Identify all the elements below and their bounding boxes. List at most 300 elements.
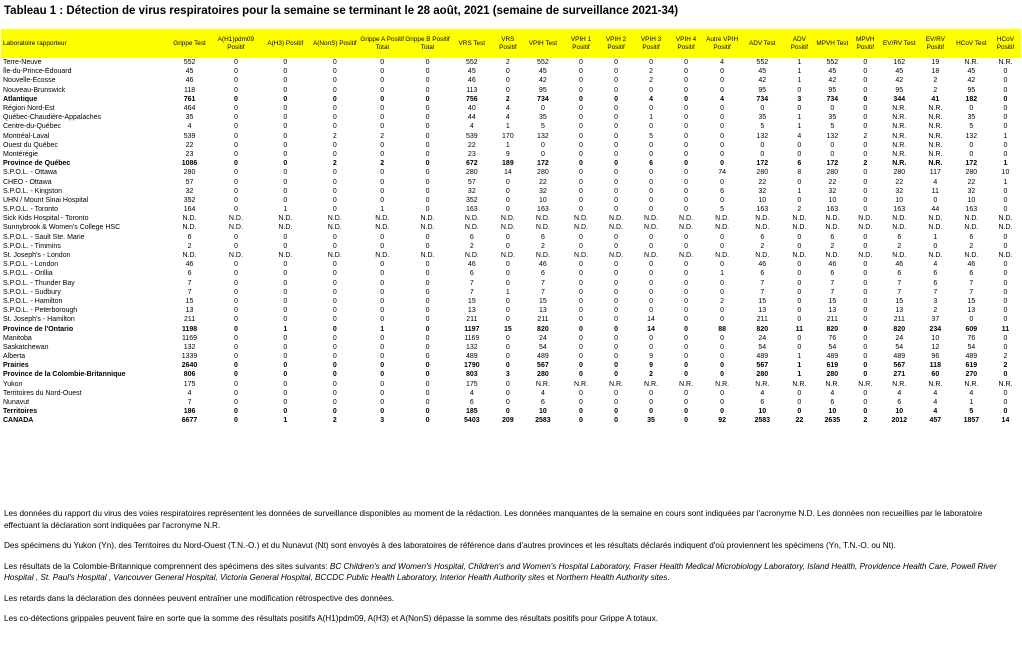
value-cell: 76 bbox=[967, 334, 976, 342]
value-cell: N.D. bbox=[609, 215, 624, 223]
column-header: VPIH 2 Positif bbox=[599, 29, 634, 58]
table-row bbox=[1, 352, 1021, 361]
value-cell: 209 bbox=[502, 417, 514, 425]
value-cell: 0 bbox=[579, 169, 583, 177]
value-cell: 2 bbox=[332, 160, 337, 168]
value-cell: 2 bbox=[380, 132, 385, 140]
value-cell: N.D. bbox=[228, 215, 243, 223]
value-cell: 163 bbox=[965, 206, 978, 214]
value-cell: 2 bbox=[933, 86, 938, 94]
value-cell: N.D. bbox=[644, 252, 659, 260]
value-cell: 10 bbox=[895, 196, 904, 204]
value-cell: 1339 bbox=[181, 353, 198, 361]
table-row bbox=[1, 104, 1021, 113]
value-cell: 0 bbox=[797, 307, 802, 315]
value-cell: 22 bbox=[895, 178, 904, 186]
value-cell: 0 bbox=[797, 297, 802, 305]
value-cell: N.R. bbox=[644, 380, 659, 388]
value-cell: 0 bbox=[233, 242, 238, 250]
value-cell: 7 bbox=[187, 288, 192, 296]
value-cell: 0 bbox=[684, 343, 688, 351]
value-cell: 2 bbox=[332, 417, 337, 425]
value-cell: 619 bbox=[826, 362, 839, 370]
value-cell: 0 bbox=[505, 270, 510, 278]
value-cell: N.D. bbox=[182, 252, 197, 260]
virus-detection-table bbox=[1, 29, 1021, 426]
value-cell: 1857 bbox=[963, 417, 980, 425]
value-cell: N.D. bbox=[715, 252, 730, 260]
value-cell: 5 bbox=[649, 132, 653, 140]
value-cell: 5 bbox=[969, 408, 974, 416]
value-cell: 1 bbox=[797, 362, 802, 370]
value-cell: 0 bbox=[614, 261, 618, 269]
value-cell: 0 bbox=[332, 196, 337, 204]
value-cell: 0 bbox=[380, 288, 385, 296]
value-cell: 0 bbox=[863, 307, 868, 315]
value-cell: 0 bbox=[380, 242, 385, 250]
value-cell: 0 bbox=[579, 297, 583, 305]
value-cell: 0 bbox=[579, 187, 583, 195]
value-cell: 0 bbox=[332, 270, 337, 278]
value-cell: 0 bbox=[425, 105, 430, 113]
value-cell: 0 bbox=[233, 95, 238, 103]
value-cell: 0 bbox=[720, 343, 725, 351]
value-cell: 0 bbox=[233, 408, 238, 416]
value-cell: N.D. bbox=[644, 215, 659, 223]
value-cell: 13 bbox=[185, 307, 194, 315]
value-cell: 0 bbox=[283, 169, 288, 177]
lab-name-cell: Saskatchewan bbox=[3, 343, 49, 351]
value-cell: 0 bbox=[614, 399, 618, 407]
value-cell: 3 bbox=[380, 417, 385, 425]
value-cell: 7 bbox=[760, 279, 765, 287]
value-cell: 0 bbox=[425, 68, 430, 76]
value-cell: 42 bbox=[539, 77, 547, 85]
value-cell: 0 bbox=[1003, 242, 1008, 250]
value-cell: 271 bbox=[893, 371, 906, 379]
value-cell: 0 bbox=[332, 178, 337, 186]
value-cell: 0 bbox=[863, 169, 868, 177]
value-cell: 5 bbox=[969, 123, 974, 131]
value-cell: 0 bbox=[380, 362, 385, 370]
column-header: VRS Positif bbox=[493, 29, 522, 58]
value-cell: 280 bbox=[756, 169, 769, 177]
lab-name-cell: S.P.O.L. - Sudbury bbox=[3, 288, 61, 296]
value-cell: 0 bbox=[380, 343, 385, 351]
value-cell: 182 bbox=[965, 95, 978, 103]
value-cell: 0 bbox=[797, 316, 802, 324]
value-cell: 0 bbox=[505, 362, 510, 370]
value-cell: 0 bbox=[425, 59, 430, 67]
value-cell: 0 bbox=[380, 297, 385, 305]
value-cell: N.R. bbox=[928, 160, 943, 168]
lab-name-cell: Territoires du Nord-Ouest bbox=[3, 389, 82, 397]
value-cell: 0 bbox=[863, 353, 868, 361]
value-cell: 35 bbox=[967, 114, 976, 122]
value-cell: 45 bbox=[895, 68, 904, 76]
value-cell: 42 bbox=[758, 77, 767, 85]
value-cell: 0 bbox=[614, 288, 618, 296]
value-cell: 11 bbox=[795, 325, 804, 333]
value-cell: 13 bbox=[467, 307, 476, 315]
value-cell: N.D. bbox=[928, 252, 943, 260]
value-cell: 2 bbox=[380, 160, 385, 168]
value-cell: 24 bbox=[539, 334, 547, 342]
lab-name-cell: Ouest du Québec bbox=[3, 141, 58, 149]
value-cell: 10 bbox=[539, 408, 547, 416]
value-cell: 0 bbox=[863, 114, 868, 122]
value-cell: 0 bbox=[720, 362, 725, 370]
value-cell: 0 bbox=[332, 362, 337, 370]
value-cell: 0 bbox=[233, 325, 238, 333]
value-cell: 0 bbox=[380, 187, 385, 195]
value-cell: 0 bbox=[797, 86, 802, 94]
value-cell: 0 bbox=[1003, 343, 1008, 351]
value-cell: 0 bbox=[332, 187, 337, 195]
value-cell: 46 bbox=[895, 261, 904, 269]
value-cell: N.D. bbox=[998, 224, 1013, 232]
value-cell: N.D. bbox=[500, 224, 515, 232]
value-cell: N.D. bbox=[375, 215, 390, 223]
value-cell: 0 bbox=[579, 399, 583, 407]
value-cell: 0 bbox=[425, 233, 430, 241]
value-cell: N.R. bbox=[964, 380, 979, 388]
value-cell: 2635 bbox=[824, 417, 841, 425]
value-cell: 0 bbox=[380, 59, 385, 67]
value-cell: N.D. bbox=[679, 252, 694, 260]
value-cell: 54 bbox=[828, 343, 837, 351]
value-cell: N.R. bbox=[928, 141, 943, 149]
value-cell: 539 bbox=[465, 132, 478, 140]
value-cell: 23 bbox=[185, 150, 194, 158]
value-cell: 0 bbox=[380, 178, 385, 186]
value-cell: 6 bbox=[933, 270, 938, 278]
note-bc-last-site: Northern Health Authority sites bbox=[556, 573, 668, 582]
value-cell: 0 bbox=[233, 261, 238, 269]
value-cell: 0 bbox=[863, 399, 868, 407]
value-cell: 0 bbox=[283, 380, 288, 388]
value-cell: N.D. bbox=[609, 224, 624, 232]
value-cell: N.D. bbox=[792, 252, 807, 260]
value-cell: 2 bbox=[1003, 353, 1008, 361]
value-cell: 6 bbox=[897, 233, 902, 241]
lab-name-cell: St. Joseph's - London bbox=[3, 252, 71, 260]
value-cell: 0 bbox=[649, 150, 653, 158]
value-cell: 0 bbox=[283, 353, 288, 361]
value-cell: 15 bbox=[503, 325, 512, 333]
value-cell: 0 bbox=[684, 68, 688, 76]
value-cell: 22 bbox=[539, 178, 547, 186]
value-cell: 32 bbox=[895, 187, 904, 195]
table-subtotal-row bbox=[1, 324, 1021, 333]
column-header: Laboratoire rapporteur bbox=[1, 29, 168, 58]
value-cell: 6 bbox=[760, 233, 765, 241]
value-cell: 0 bbox=[332, 371, 337, 379]
value-cell: 0 bbox=[684, 59, 688, 67]
note-bc-end: . bbox=[667, 573, 670, 582]
lab-name-cell: UHN / Mount Sinai Hospital bbox=[3, 196, 89, 204]
value-cell: 0 bbox=[283, 279, 288, 287]
column-header: EV/RV Test bbox=[881, 29, 918, 58]
value-cell: 5 bbox=[830, 123, 835, 131]
value-cell: N.D. bbox=[998, 215, 1013, 223]
value-cell: 0 bbox=[614, 334, 618, 342]
value-cell: 12 bbox=[931, 343, 940, 351]
value-cell: 0 bbox=[505, 389, 510, 397]
value-cell: 1 bbox=[1003, 160, 1008, 168]
lab-name-cell: S.P.O.L. - Orillia bbox=[3, 270, 53, 278]
value-cell: 45 bbox=[758, 68, 767, 76]
value-cell: 0 bbox=[425, 242, 430, 250]
value-cell: 60 bbox=[931, 371, 940, 379]
value-cell: 0 bbox=[863, 297, 868, 305]
value-cell: N.D. bbox=[574, 215, 588, 223]
value-cell: 211 bbox=[826, 316, 838, 324]
value-cell: 132 bbox=[826, 132, 839, 140]
value-cell: 185 bbox=[465, 408, 478, 416]
value-cell: 10 bbox=[539, 196, 547, 204]
value-cell: 0 bbox=[332, 325, 337, 333]
value-cell: 6 bbox=[469, 233, 474, 241]
value-cell: 0 bbox=[283, 399, 288, 407]
value-cell: 0 bbox=[283, 86, 288, 94]
value-cell: 0 bbox=[830, 105, 835, 113]
value-cell: 734 bbox=[826, 95, 839, 103]
value-cell: 4 bbox=[540, 389, 545, 397]
value-cell: 0 bbox=[233, 343, 238, 351]
table-subtotal-row bbox=[1, 416, 1021, 425]
lab-name-cell: Sunnybrook & Women's College HSC bbox=[3, 224, 121, 232]
value-cell: 7 bbox=[187, 399, 192, 407]
value-cell: 0 bbox=[684, 307, 688, 315]
value-cell: 42 bbox=[967, 77, 976, 85]
value-cell: 489 bbox=[965, 353, 978, 361]
value-cell: 619 bbox=[965, 362, 978, 370]
value-cell: 0 bbox=[283, 150, 288, 158]
value-cell: 0 bbox=[1003, 196, 1008, 204]
value-cell: 0 bbox=[425, 196, 430, 204]
value-cell: 4 bbox=[933, 408, 938, 416]
value-cell: 0 bbox=[579, 408, 583, 416]
value-cell: 2 bbox=[830, 242, 835, 250]
value-cell: 0 bbox=[1003, 307, 1008, 315]
value-cell: 4 bbox=[187, 389, 192, 397]
value-cell: 0 bbox=[380, 196, 385, 204]
value-cell: 234 bbox=[929, 325, 942, 333]
value-cell: 489 bbox=[893, 353, 906, 361]
value-cell: 7 bbox=[830, 279, 835, 287]
value-cell: 0 bbox=[863, 325, 868, 333]
value-cell: 6 bbox=[187, 233, 192, 241]
value-cell: N.D. bbox=[755, 215, 770, 223]
value-cell: 0 bbox=[684, 270, 688, 278]
value-cell: 803 bbox=[465, 371, 478, 379]
value-cell: 0 bbox=[649, 169, 653, 177]
value-cell: 0 bbox=[649, 343, 653, 351]
value-cell: 1 bbox=[380, 325, 385, 333]
value-cell: 113 bbox=[466, 86, 478, 94]
value-cell: 0 bbox=[1003, 68, 1008, 76]
value-cell: 0 bbox=[863, 288, 868, 296]
value-cell: 0 bbox=[425, 132, 430, 140]
value-cell: 7 bbox=[933, 288, 938, 296]
value-cell: 0 bbox=[720, 316, 725, 324]
value-cell: 0 bbox=[684, 233, 688, 241]
value-cell: 0 bbox=[425, 389, 430, 397]
value-cell: 95 bbox=[967, 86, 976, 94]
value-cell: 0 bbox=[425, 316, 430, 324]
value-cell: 280 bbox=[826, 169, 839, 177]
value-cell: 734 bbox=[756, 95, 769, 103]
value-cell: 211 bbox=[756, 316, 768, 324]
value-cell: 0 bbox=[720, 279, 725, 287]
value-cell: 0 bbox=[1003, 288, 1008, 296]
value-cell: 0 bbox=[684, 105, 688, 113]
value-cell: 211 bbox=[183, 316, 196, 324]
value-cell: 22 bbox=[967, 178, 976, 186]
value-cell: N.D. bbox=[327, 224, 342, 232]
note-bc-sites bbox=[4, 561, 1018, 584]
value-cell: N.D. bbox=[755, 224, 770, 232]
value-cell: 0 bbox=[863, 371, 868, 379]
value-cell: 15 bbox=[758, 297, 767, 305]
value-cell: 609 bbox=[965, 325, 978, 333]
value-cell: 95 bbox=[539, 86, 547, 94]
value-cell: 0 bbox=[579, 334, 583, 342]
value-cell: 74 bbox=[718, 169, 726, 177]
value-cell: 0 bbox=[797, 408, 802, 416]
table-row bbox=[1, 398, 1021, 407]
value-cell: 0 bbox=[579, 362, 583, 370]
value-cell: 1 bbox=[1003, 178, 1008, 186]
value-cell: 0 bbox=[233, 399, 238, 407]
value-cell: 0 bbox=[505, 86, 510, 94]
value-cell: 0 bbox=[505, 380, 510, 388]
value-cell: 0 bbox=[233, 132, 238, 140]
value-cell: 0 bbox=[233, 114, 238, 122]
lab-name-cell: Île-du-Prince-Édouard bbox=[3, 68, 72, 76]
value-cell: 0 bbox=[684, 160, 688, 168]
value-cell: 13 bbox=[758, 307, 767, 315]
value-cell: 0 bbox=[283, 316, 288, 324]
value-cell: 6 bbox=[720, 187, 725, 195]
value-cell: N.D. bbox=[228, 224, 243, 232]
value-cell: 0 bbox=[332, 169, 337, 177]
value-cell: 15 bbox=[467, 297, 476, 305]
value-cell: 0 bbox=[505, 196, 510, 204]
value-cell: 2583 bbox=[535, 417, 551, 425]
value-cell: 0 bbox=[283, 334, 288, 342]
value-cell: 0 bbox=[332, 279, 337, 287]
value-cell: 32 bbox=[539, 187, 547, 195]
value-cell: 4 bbox=[469, 123, 474, 131]
value-cell: 1 bbox=[797, 59, 802, 67]
value-cell: 46 bbox=[539, 261, 547, 269]
value-cell: 2 bbox=[933, 307, 938, 315]
value-cell: 0 bbox=[233, 353, 238, 361]
value-cell: 0 bbox=[505, 187, 510, 195]
value-cell: 4 bbox=[830, 389, 835, 397]
value-cell: 0 bbox=[332, 86, 337, 94]
value-cell: 14 bbox=[647, 325, 655, 333]
value-cell: 0 bbox=[579, 288, 583, 296]
value-cell: 0 bbox=[579, 59, 583, 67]
value-cell: 2 bbox=[863, 417, 868, 425]
value-cell: 0 bbox=[614, 132, 618, 140]
value-cell: 0 bbox=[614, 343, 618, 351]
value-cell: 0 bbox=[649, 206, 653, 214]
value-cell: 7 bbox=[540, 279, 545, 287]
value-cell: 280 bbox=[965, 169, 978, 177]
value-cell: 6 bbox=[969, 270, 974, 278]
value-cell: N.D. bbox=[278, 224, 293, 232]
value-cell: 0 bbox=[233, 389, 238, 397]
value-cell: 7 bbox=[469, 288, 474, 296]
value-cell: 1 bbox=[283, 325, 288, 333]
value-cell: 2 bbox=[187, 242, 192, 250]
value-cell: N.D. bbox=[182, 224, 197, 232]
value-cell: 4 bbox=[933, 178, 938, 186]
value-cell: 0 bbox=[579, 160, 583, 168]
value-cell: 32 bbox=[758, 187, 767, 195]
value-cell: 6 bbox=[797, 160, 802, 168]
value-cell: 0 bbox=[425, 95, 430, 103]
value-cell: 44 bbox=[467, 114, 476, 122]
value-cell: 2640 bbox=[181, 362, 198, 370]
value-cell: 7 bbox=[540, 288, 545, 296]
lab-name-cell: Montréal-Laval bbox=[3, 132, 50, 140]
value-cell: 132 bbox=[183, 343, 196, 351]
value-cell: 0 bbox=[684, 362, 688, 370]
value-cell: 1 bbox=[283, 417, 288, 425]
value-cell: 46 bbox=[185, 77, 194, 85]
value-cell: 0 bbox=[614, 169, 618, 177]
value-cell: 552 bbox=[826, 59, 839, 67]
column-header: VRS Test bbox=[450, 29, 493, 58]
value-cell: 0 bbox=[863, 261, 868, 269]
value-cell: 0 bbox=[684, 297, 688, 305]
value-cell: 2 bbox=[469, 242, 474, 250]
value-cell: 2 bbox=[1003, 362, 1008, 370]
value-cell: 0 bbox=[863, 362, 868, 370]
value-cell: 172 bbox=[537, 160, 549, 168]
value-cell: 0 bbox=[720, 178, 725, 186]
value-cell: 10 bbox=[931, 334, 940, 342]
value-cell: 45 bbox=[467, 68, 476, 76]
value-cell: 13 bbox=[539, 307, 547, 315]
value-cell: 4 bbox=[649, 95, 653, 103]
value-cell: 0 bbox=[649, 187, 653, 195]
value-cell: 0 bbox=[649, 389, 653, 397]
value-cell: N.D. bbox=[998, 252, 1013, 260]
value-cell: 0 bbox=[863, 150, 868, 158]
value-cell: 0 bbox=[684, 417, 688, 425]
value-cell: 352 bbox=[183, 196, 196, 204]
note-bc-sites-list: BC Children's and Women's Hospital, Children's and Women's Hospital Laboratory, Fraser Health Medical Microbiology Laboratory, Island Health, Providence Health Care, Powell River Hospital , St. Paul's Hospital , Vancouver General Hospital, Victoria General Hospital, BCCDC Public Health Laboratory, Interior Health Authority sites bbox=[4, 561, 997, 582]
value-cell: 172 bbox=[965, 160, 978, 168]
value-cell: N.R. bbox=[928, 105, 943, 113]
value-cell: 0 bbox=[425, 288, 430, 296]
value-cell: 0 bbox=[425, 334, 430, 342]
table-header-row bbox=[1, 29, 1021, 58]
value-cell: 5403 bbox=[464, 417, 480, 425]
value-cell: N.R. bbox=[892, 114, 907, 122]
value-cell: 6 bbox=[897, 270, 902, 278]
value-cell: 0 bbox=[505, 307, 510, 315]
lab-name-cell: Alberta bbox=[3, 353, 26, 361]
value-cell: 280 bbox=[826, 371, 839, 379]
value-cell: 0 bbox=[283, 408, 288, 416]
